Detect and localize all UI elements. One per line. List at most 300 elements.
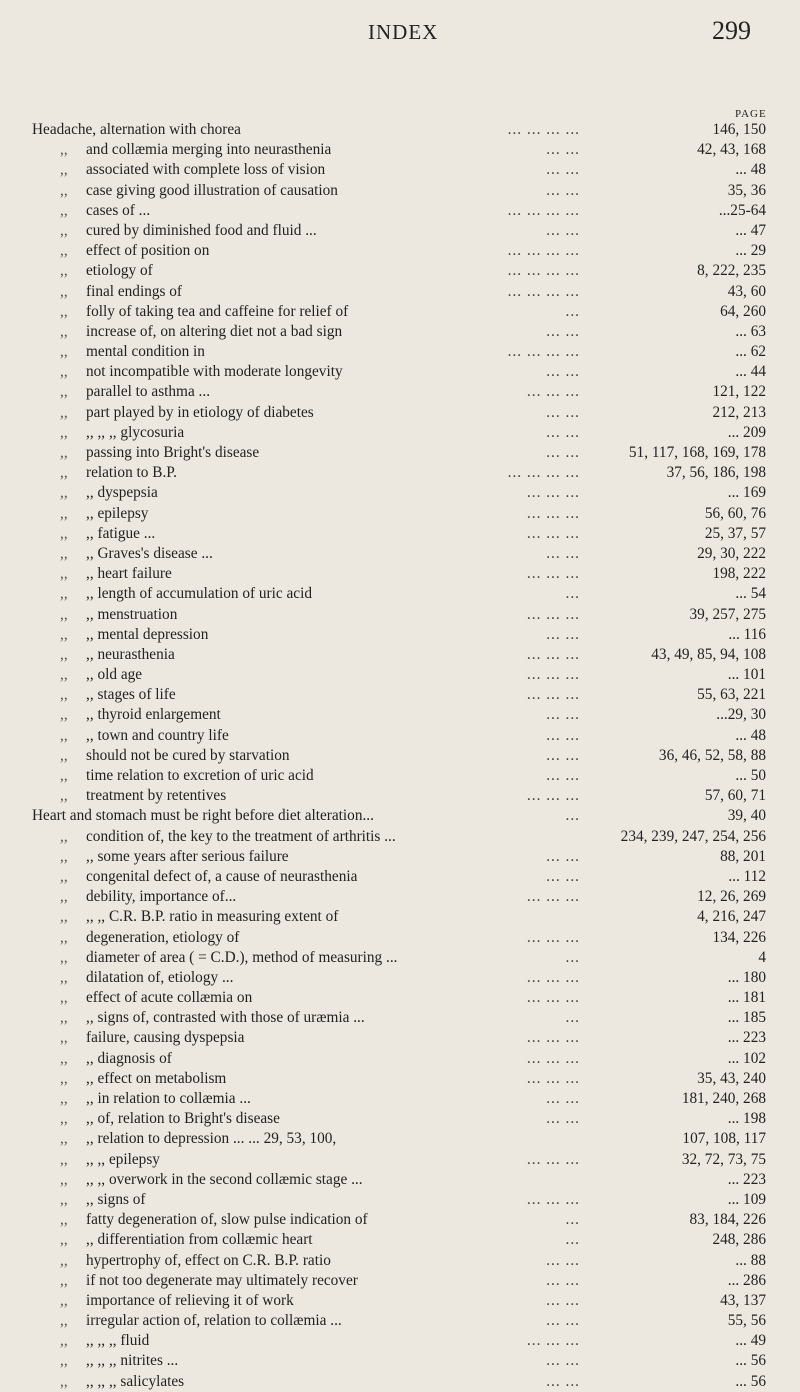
entry-text: dilatation of, etiology ...: [86, 968, 234, 986]
page-references: ... 29: [735, 242, 766, 260]
index-entry: [0, 928, 800, 948]
index-entry: [0, 1129, 800, 1149]
index-entry: [0, 483, 800, 503]
ditto-mark: ,,: [60, 181, 68, 199]
leader-dots: ... ...: [546, 1251, 580, 1269]
entry-text: ,, ,, overwork in the second collæmic stage ...: [86, 1170, 363, 1188]
page-references: ... 101: [727, 666, 766, 684]
entry-text: ,, neurasthenia: [86, 645, 175, 663]
page-references: ... 56: [735, 1352, 766, 1370]
entry-text: ,, heart failure: [86, 565, 172, 583]
index-entry: [0, 524, 800, 544]
header-page-number: 299: [712, 16, 751, 45]
entry-text: ,, stages of life: [86, 686, 176, 704]
leader-dots: ... ...: [546, 625, 580, 643]
page-references: 83, 184, 226: [689, 1211, 766, 1229]
index-entry: [0, 1210, 800, 1230]
page-references: 55, 56: [727, 1312, 766, 1330]
entry-text: fatty degeneration of, slow pulse indication of: [86, 1211, 368, 1229]
leader-dots: ... ... ...: [526, 383, 580, 401]
index-entry: [0, 1331, 800, 1351]
ditto-mark: ,,: [60, 1291, 68, 1309]
entry-text: ,, ,, ,, salicylates: [86, 1372, 185, 1390]
ditto-mark: ,,: [60, 746, 68, 764]
index-entry: [0, 463, 800, 483]
leader-dots: ... ... ...: [526, 968, 580, 986]
ditto-mark: ,,: [60, 1049, 68, 1067]
ditto-mark: ,,: [60, 423, 68, 441]
index-entry: [0, 827, 800, 847]
entry-text: importance of relieving it of work: [86, 1291, 294, 1309]
index-entry: [0, 806, 800, 826]
index-entry: [0, 887, 800, 907]
leader-dots: ... ...: [546, 1090, 580, 1107]
page-references: ... 63: [735, 322, 766, 340]
entry-text: ,, thyroid enlargement: [86, 706, 221, 724]
ditto-mark: ,,: [60, 968, 68, 986]
ditto-mark: ,,: [60, 686, 68, 704]
leader-dots: ... ...: [546, 363, 580, 381]
ditto-mark: ,,: [60, 1029, 68, 1047]
leader-dots: ... ...: [546, 867, 580, 885]
leader-dots: ... ... ...: [526, 645, 580, 663]
page-references: 4: [758, 948, 766, 966]
entry-text: folly of taking tea and caffeine for relief of: [86, 302, 349, 320]
ditto-mark: ,,: [60, 666, 68, 684]
entry-text: and collæmia merging into neurasthenia: [86, 141, 332, 159]
ditto-mark: ,,: [60, 767, 68, 784]
leader-dots: ... ... ... ...: [507, 121, 580, 138]
index-entry: [0, 867, 800, 887]
index-entry: [0, 907, 800, 927]
ditto-mark: ,,: [60, 302, 68, 320]
leader-dots: ... ... ...: [526, 888, 580, 906]
page-references: ... 49: [735, 1332, 766, 1350]
page-references: ...25-64: [718, 201, 766, 219]
leader-dots: ... ...: [546, 706, 580, 724]
index-entry: [0, 665, 800, 685]
index-entry: [0, 1190, 800, 1210]
page-references: 181, 240, 268: [681, 1090, 766, 1107]
index-entry: [0, 140, 800, 160]
index-entry: [0, 544, 800, 564]
page-references: 36, 46, 52, 58, 88: [658, 746, 766, 764]
ditto-mark: ,,: [60, 444, 68, 461]
page-references: 248, 286: [712, 1231, 766, 1249]
entry-text: condition of, the key to the treatment of arthritis ...: [86, 827, 396, 845]
index-entry: [0, 1271, 800, 1291]
ditto-mark: ,,: [60, 242, 68, 260]
index-entries: [0, 120, 800, 1392]
entry-text: not incompatible with moderate longevity: [86, 363, 343, 381]
ditto-mark: ,,: [60, 201, 68, 219]
ditto-mark: ,,: [60, 989, 68, 1007]
ditto-mark: ,,: [60, 625, 68, 643]
page-column-label: PAGE: [735, 108, 767, 120]
page-references: ... 112: [728, 867, 766, 885]
page-references: 51, 117, 168, 169, 178: [628, 444, 766, 461]
leader-dots: ... ...: [546, 1372, 580, 1390]
index-entry: [0, 382, 800, 402]
ditto-mark: ,,: [60, 1090, 68, 1107]
page-references: 198, 222: [712, 565, 766, 583]
page-references: 134, 226: [712, 928, 766, 946]
leader-dots: ...: [565, 585, 580, 603]
ditto-mark: ,,: [60, 484, 68, 502]
index-entry: [0, 948, 800, 968]
ditto-mark: ,,: [60, 928, 68, 946]
ditto-mark: ,,: [60, 908, 68, 926]
ditto-mark: ,,: [60, 1231, 68, 1249]
leader-dots: ... ... ... ...: [507, 343, 580, 361]
entry-text: congenital defect of, a cause of neurasthenia: [86, 867, 358, 885]
page-references: ... 47: [735, 221, 766, 239]
leader-dots: ... ...: [546, 726, 580, 744]
entry-text: ,, ,, ,, fluid: [86, 1332, 150, 1350]
index-entry: [0, 322, 800, 342]
ditto-mark: ,,: [60, 706, 68, 724]
page-references: 29, 30, 222: [697, 544, 766, 562]
entry-text: part played by in etiology of diabetes: [86, 403, 314, 421]
leader-dots: ... ... ...: [526, 1049, 580, 1067]
entry-text: ,, town and country life: [86, 726, 229, 744]
index-entry: [0, 302, 800, 322]
page-references: ... 102: [727, 1049, 766, 1067]
entry-text: case giving good illustration of causation: [86, 181, 338, 199]
index-entry: [0, 443, 800, 463]
leader-dots: ... ...: [546, 403, 580, 421]
ditto-mark: ,,: [60, 383, 68, 401]
ditto-mark: ,,: [60, 645, 68, 663]
page-references: 43, 49, 85, 94, 108: [651, 645, 766, 663]
index-entry: [0, 261, 800, 281]
ditto-mark: ,,: [60, 221, 68, 239]
ditto-mark: ,,: [60, 544, 68, 562]
page-references: ... 169: [727, 484, 766, 502]
page-references: 39, 40: [727, 807, 766, 825]
index-entry: [0, 282, 800, 302]
page-references: 64, 260: [720, 302, 766, 320]
ditto-mark: ,,: [60, 787, 68, 805]
leader-dots: ... ... ...: [526, 1029, 580, 1047]
index-entry: [0, 968, 800, 988]
page-references: ... 62: [735, 343, 766, 361]
page-references: 88, 201: [720, 847, 766, 865]
leader-dots: ... ...: [546, 444, 580, 461]
index-entry: [0, 1291, 800, 1311]
leader-dots: ... ... ...: [526, 1190, 580, 1208]
leader-dots: ... ...: [546, 1271, 580, 1289]
leader-dots: ... ...: [546, 221, 580, 239]
entry-text: ,, epilepsy: [86, 504, 149, 522]
page-references: 42, 43, 168: [697, 141, 766, 159]
index-entry: [0, 605, 800, 625]
page-references: ... 48: [735, 726, 766, 744]
index-entry: [0, 504, 800, 524]
page-references: ... 180: [727, 968, 766, 986]
entry-text: cured by diminished food and fluid ...: [86, 221, 317, 239]
page-references: ... 181: [727, 989, 766, 1007]
entry-text: ,, ,, ,, nitrites ...: [86, 1352, 179, 1370]
page-references: 32, 72, 73, 75: [681, 1150, 766, 1168]
leader-dots: ... ... ...: [526, 504, 580, 522]
ditto-mark: ,,: [60, 262, 68, 280]
entry-text: ,, old age: [86, 666, 143, 684]
page-references: 35, 36: [727, 181, 766, 199]
entry-text: ,, signs of, contrasted with those of uræmia ...: [86, 1009, 365, 1027]
entry-text: Headache, alternation with chorea: [32, 121, 241, 138]
entry-text: cases of ...: [86, 201, 151, 219]
leader-dots: ... ... ...: [526, 524, 580, 542]
leader-dots: ... ...: [546, 161, 580, 179]
index-entry: [0, 1230, 800, 1250]
leader-dots: ... ... ... ...: [507, 262, 580, 280]
page-references: ... 286: [727, 1271, 766, 1289]
page-references: ... 223: [727, 1029, 766, 1047]
index-entry: [0, 685, 800, 705]
ditto-mark: ,,: [60, 343, 68, 361]
leader-dots: ... ...: [546, 544, 580, 562]
leader-dots: ...: [565, 302, 580, 320]
entry-text: ,, mental depression: [86, 625, 209, 643]
index-entry: [0, 1069, 800, 1089]
entry-text: passing into Bright's disease: [86, 444, 260, 461]
entry-text: final endings of: [86, 282, 183, 300]
ditto-mark: ,,: [60, 1332, 68, 1350]
page-references: 234, 239, 247, 254, 256: [620, 827, 766, 845]
ditto-mark: ,,: [60, 867, 68, 885]
index-entry: [0, 1372, 800, 1392]
ditto-mark: ,,: [60, 464, 68, 482]
entry-text: irregular action of, relation to collæmia ...: [86, 1312, 342, 1330]
ditto-mark: ,,: [60, 1110, 68, 1128]
page-references: ... 56: [735, 1372, 766, 1390]
leader-dots: ... ... ...: [526, 787, 580, 805]
ditto-mark: ,,: [60, 1211, 68, 1229]
entry-text: ,, Graves's disease ...: [86, 544, 213, 562]
leader-dots: ... ... ...: [526, 605, 580, 623]
entry-text: effect of position on: [86, 242, 210, 260]
index-entry: [0, 746, 800, 766]
entry-text: ,, ,, ,, glycosuria: [86, 423, 185, 441]
header-title: INDEX: [368, 20, 439, 44]
ditto-mark: ,,: [60, 1352, 68, 1370]
ditto-mark: ,,: [60, 726, 68, 744]
ditto-mark: ,,: [60, 1312, 68, 1330]
ditto-mark: ,,: [60, 827, 68, 845]
page-references: ... 209: [727, 423, 766, 441]
page-references: 43, 137: [720, 1291, 766, 1309]
ditto-mark: ,,: [60, 1150, 68, 1168]
index-entry: [0, 1089, 800, 1109]
entry-text: failure, causing dyspepsia: [86, 1029, 245, 1047]
running-header: [0, 12, 800, 45]
leader-dots: ... ...: [546, 1312, 580, 1330]
index-entry: [0, 625, 800, 645]
ditto-mark: ,,: [60, 847, 68, 865]
page-references: 25, 37, 57: [704, 524, 766, 542]
entry-text: ,, of, relation to Bright's disease: [86, 1110, 280, 1128]
ditto-mark: ,,: [60, 1130, 68, 1148]
entry-text: degeneration, etiology of: [86, 928, 240, 946]
index-entry: [0, 1049, 800, 1069]
entry-text: ,, ,, epilepsy: [86, 1150, 160, 1168]
index-entry: [0, 584, 800, 604]
index-entry: [0, 1028, 800, 1048]
index-entry: [0, 221, 800, 241]
ditto-mark: ,,: [60, 948, 68, 966]
entry-text: hypertrophy of, effect on C.R. B.P. ratio: [86, 1251, 331, 1269]
ditto-mark: ,,: [60, 1009, 68, 1027]
ditto-mark: ,,: [60, 504, 68, 522]
page-references: ... 109: [727, 1190, 766, 1208]
ditto-mark: ,,: [60, 141, 68, 159]
leader-dots: ... ... ... ...: [507, 464, 580, 482]
leader-dots: ... ... ...: [526, 928, 580, 946]
page-references: 146, 150: [712, 121, 766, 138]
entry-text: effect of acute collæmia on: [86, 989, 253, 1007]
ditto-mark: ,,: [60, 1190, 68, 1208]
entry-text: if not too degenerate may ultimately recover: [86, 1271, 358, 1289]
index-entry: [0, 1251, 800, 1271]
leader-dots: ... ...: [546, 767, 580, 784]
index-entry: [0, 705, 800, 725]
index-entry: [0, 988, 800, 1008]
entry-text: Heart and stomach must be right before diet alteration...: [32, 807, 374, 825]
page-references: 55, 63, 221: [697, 686, 766, 704]
entry-text: ,, relation to depression ... ... 29, 53, 100,: [86, 1130, 337, 1148]
leader-dots: ... ...: [546, 181, 580, 199]
page-references: ... 223: [727, 1170, 766, 1188]
page-references: ... 198: [727, 1110, 766, 1128]
leader-dots: ... ... ...: [526, 1150, 580, 1168]
index-entry: [0, 1109, 800, 1129]
page-references: 37, 56, 186, 198: [666, 464, 766, 482]
entry-text: ,, effect on metabolism: [86, 1069, 227, 1087]
page-references: 107, 108, 117: [682, 1130, 766, 1148]
page-references: 4, 216, 247: [697, 908, 766, 926]
ditto-mark: ,,: [60, 363, 68, 381]
leader-dots: ... ... ... ...: [507, 201, 580, 219]
page-references: ... 44: [735, 363, 766, 381]
leader-dots: ... ...: [546, 423, 580, 441]
ditto-mark: ,,: [60, 1372, 68, 1390]
leader-dots: ... ... ...: [526, 989, 580, 1007]
index-entry: [0, 120, 800, 140]
index-entry: [0, 181, 800, 201]
index-entry: [0, 362, 800, 382]
entry-text: time relation to excretion of uric acid: [86, 767, 314, 784]
index-entry: [0, 1008, 800, 1028]
leader-dots: ... ...: [546, 847, 580, 865]
entry-text: increase of, on altering diet not a bad sign: [86, 322, 343, 340]
entry-text: mental condition in: [86, 343, 205, 361]
page-references: 39, 257, 275: [689, 605, 766, 623]
ditto-mark: ,,: [60, 1271, 68, 1289]
page-references: ... 50: [735, 767, 766, 784]
index-entry: [0, 1351, 800, 1371]
leader-dots: ... ...: [546, 746, 580, 764]
index-entry: [0, 423, 800, 443]
leader-dots: ...: [565, 807, 580, 825]
entry-text: ,, some years after serious failure: [86, 847, 289, 865]
entry-text: should not be cured by starvation: [86, 746, 290, 764]
leader-dots: ... ... ...: [526, 666, 580, 684]
entry-text: parallel to asthma ...: [86, 383, 211, 401]
ditto-mark: ,,: [60, 322, 68, 340]
page-references: 212, 213: [712, 403, 766, 421]
ditto-mark: ,,: [60, 524, 68, 542]
index-entry: [0, 766, 800, 786]
ditto-mark: ,,: [60, 1251, 68, 1269]
entry-text: treatment by retentives: [86, 787, 227, 805]
entry-text: ,, fatigue ...: [86, 524, 156, 542]
leader-dots: ... ... ...: [526, 1069, 580, 1087]
leader-dots: ... ... ...: [526, 1332, 580, 1350]
leader-dots: ...: [565, 948, 580, 966]
entry-text: ,, menstruation: [86, 605, 178, 623]
index-entry: [0, 1170, 800, 1190]
page-references: 43, 60: [727, 282, 766, 300]
page-references: ... 185: [727, 1009, 766, 1027]
leader-dots: ...: [565, 1231, 580, 1249]
page-references: 35, 43, 240: [697, 1069, 766, 1087]
page-references: 56, 60, 76: [704, 504, 766, 522]
leader-dots: ... ... ... ...: [507, 242, 580, 260]
leader-dots: ... ... ...: [526, 686, 580, 704]
index-entry: [0, 1150, 800, 1170]
leader-dots: ... ... ... ...: [507, 282, 580, 300]
index-entry: [0, 160, 800, 180]
entry-text: debility, importance of...: [86, 888, 237, 906]
index-entry: [0, 403, 800, 423]
page-references: ... 88: [735, 1251, 766, 1269]
page-references: 121, 122: [712, 383, 766, 401]
ditto-mark: ,,: [60, 282, 68, 300]
leader-dots: ... ...: [546, 1291, 580, 1309]
leader-dots: ... ...: [546, 1352, 580, 1370]
index-entry: [0, 564, 800, 584]
leader-dots: ...: [565, 1211, 580, 1229]
ditto-mark: ,,: [60, 888, 68, 906]
entry-text: relation to B.P.: [86, 464, 177, 482]
page-references: ...29, 30: [716, 706, 766, 724]
index-entry: [0, 342, 800, 362]
entry-text: ,, length of accumulation of uric acid: [86, 585, 312, 603]
entry-text: ,, dyspepsia: [86, 484, 158, 502]
entry-text: ,, in relation to collæmia ...: [86, 1090, 251, 1107]
index-entry: [0, 645, 800, 665]
index-entry: [0, 726, 800, 746]
leader-dots: ... ... ...: [526, 565, 580, 583]
page-references: ... 54: [735, 585, 766, 603]
ditto-mark: ,,: [60, 605, 68, 623]
ditto-mark: ,,: [60, 1069, 68, 1087]
entry-text: diameter of area ( = C.D.), method of measuring ...: [86, 948, 398, 966]
entry-text: ,, differentiation from collæmic heart: [86, 1231, 313, 1249]
entry-text: ,, diagnosis of: [86, 1049, 172, 1067]
ditto-mark: ,,: [60, 161, 68, 179]
entry-text: etiology of: [86, 262, 153, 280]
page-references: 8, 222, 235: [697, 262, 766, 280]
index-entry: [0, 786, 800, 806]
index-entry: [0, 201, 800, 221]
ditto-mark: ,,: [60, 565, 68, 583]
leader-dots: ... ... ...: [526, 484, 580, 502]
page-references: ... 48: [735, 161, 766, 179]
entry-text: ,, signs of: [86, 1190, 146, 1208]
leader-dots: ... ...: [546, 322, 580, 340]
